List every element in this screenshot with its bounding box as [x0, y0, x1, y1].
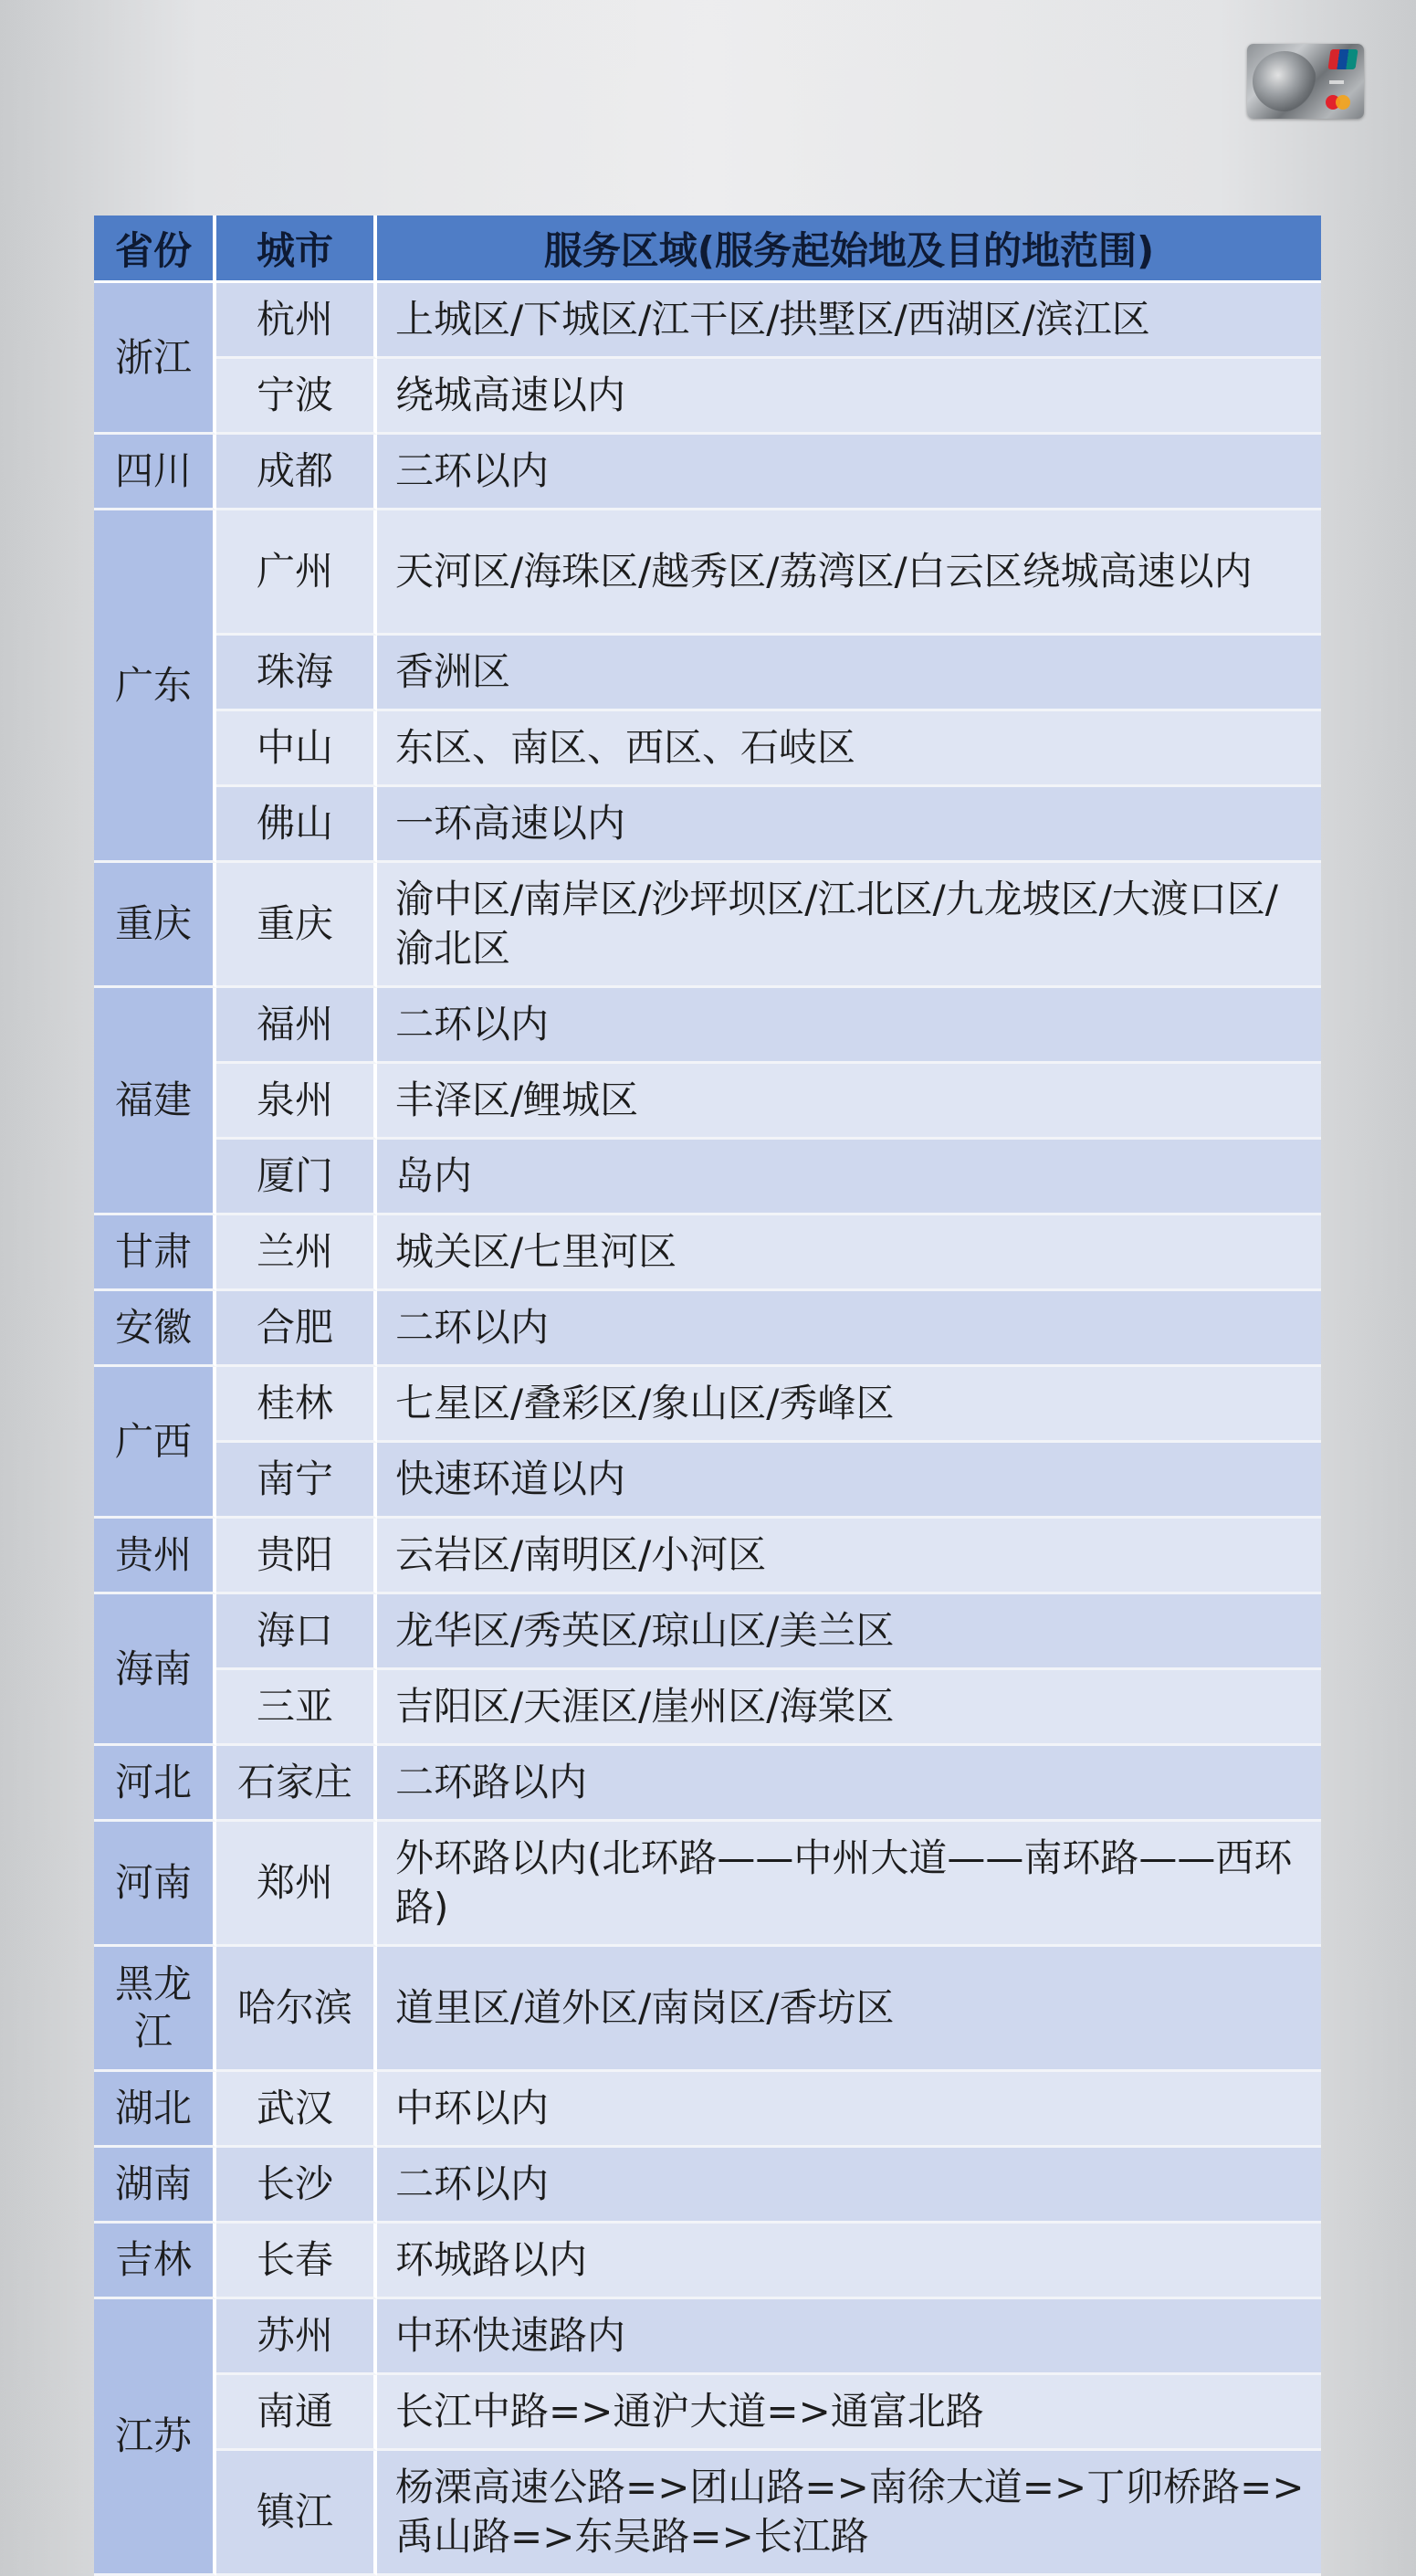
- service-area-cell: 天河区/海珠区/越秀区/荔湾区/白云区绕城高速以内: [377, 510, 1321, 636]
- city-cell: 长春: [216, 2224, 377, 2299]
- city-cell: 三亚: [216, 1670, 377, 1746]
- province-cell: 河北: [94, 1746, 216, 1822]
- province-cell: 湖北: [94, 2072, 216, 2148]
- service-area-cell: 吉阳区/天涯区/崖州区/海棠区: [377, 1670, 1321, 1746]
- table-row: [94, 1215, 1321, 1291]
- city-cell: 泉州: [216, 1064, 377, 1140]
- service-area-cell: 岛内: [377, 1140, 1321, 1215]
- province-cell: 安徽: [94, 1291, 216, 1367]
- province-cell: 江苏: [94, 2299, 216, 2576]
- table-row: [94, 1670, 1321, 1746]
- service-area-table: [94, 216, 1321, 2576]
- city-cell: 镇江: [216, 2451, 377, 2576]
- unionpay-logo-icon: [1327, 49, 1358, 69]
- table-row: [94, 2451, 1321, 2576]
- province-cell: 广东: [94, 510, 216, 863]
- service-area-cell: 七星区/叠彩区/象山区/秀峰区: [377, 1367, 1321, 1443]
- service-area-cell: 道里区/道外区/南岗区/香坊区: [377, 1947, 1321, 2072]
- table-row: [94, 988, 1321, 1064]
- city-cell: 宁波: [216, 359, 377, 435]
- city-cell: 广州: [216, 510, 377, 636]
- city-cell: 武汉: [216, 2072, 377, 2148]
- header-service-area: 服务区域(服务起始地及目的地范围): [377, 216, 1321, 283]
- service-area-cell: 二环以内: [377, 2148, 1321, 2224]
- city-cell: 中山: [216, 711, 377, 787]
- service-area-cell: 中环快速路内: [377, 2299, 1321, 2375]
- city-cell: 兰州: [216, 1215, 377, 1291]
- table-row: [94, 1519, 1321, 1594]
- city-cell: 哈尔滨: [216, 1947, 377, 2072]
- city-cell: 福州: [216, 988, 377, 1064]
- service-area-cell: 快速环道以内: [377, 1443, 1321, 1519]
- city-cell: 石家庄: [216, 1746, 377, 1822]
- province-cell: 福建: [94, 988, 216, 1215]
- table-row: [94, 711, 1321, 787]
- service-area-cell: 二环路以内: [377, 1746, 1321, 1822]
- city-cell: 桂林: [216, 1367, 377, 1443]
- city-cell: 郑州: [216, 1822, 377, 1947]
- city-cell: 杭州: [216, 283, 377, 359]
- service-area-cell: 龙华区/秀英区/琼山区/美兰区: [377, 1594, 1321, 1670]
- table-header-row: [94, 216, 1321, 283]
- table-row: [94, 2375, 1321, 2451]
- city-cell: 成都: [216, 435, 377, 510]
- city-cell: 南宁: [216, 1443, 377, 1519]
- province-cell: 海南: [94, 1594, 216, 1746]
- province-cell: 四川: [94, 435, 216, 510]
- table-row: [94, 359, 1321, 435]
- table-row: [94, 435, 1321, 510]
- city-cell: 重庆: [216, 863, 377, 988]
- service-area-cell: 一环高速以内: [377, 787, 1321, 863]
- city-cell: 长沙: [216, 2148, 377, 2224]
- city-cell: 合肥: [216, 1291, 377, 1367]
- service-area-cell: 环城路以内: [377, 2224, 1321, 2299]
- mastercard-logo-icon-overlap: [1336, 95, 1350, 110]
- table-row: [94, 1064, 1321, 1140]
- dragon-emblem-icon: [1253, 51, 1316, 111]
- service-area-cell: 香洲区: [377, 636, 1321, 711]
- table-row: [94, 2148, 1321, 2224]
- service-area-cell: 城关区/七里河区: [377, 1215, 1321, 1291]
- table-row: [94, 1594, 1321, 1670]
- province-cell: 浙江: [94, 283, 216, 435]
- card-number-mark: [1329, 80, 1344, 84]
- province-cell: 吉林: [94, 2224, 216, 2299]
- table-row: [94, 510, 1321, 636]
- province-cell: 河南: [94, 1822, 216, 1947]
- province-cell: 广西: [94, 1367, 216, 1519]
- service-area-cell: 三环以内: [377, 435, 1321, 510]
- service-area-cell: 云岩区/南明区/小河区: [377, 1519, 1321, 1594]
- service-area-cell: 长江中路=>通沪大道=>通富北路: [377, 2375, 1321, 2451]
- table-row: [94, 2072, 1321, 2148]
- province-cell: 黑龙 江: [94, 1947, 216, 2072]
- service-area-cell: 上城区/下城区/江干区/拱墅区/西湖区/滨江区: [377, 283, 1321, 359]
- city-cell: 贵阳: [216, 1519, 377, 1594]
- table-row: [94, 283, 1321, 359]
- province-cell: 重庆: [94, 863, 216, 988]
- table-row: [94, 863, 1321, 988]
- header-city: 城市: [216, 216, 377, 283]
- table-row: [94, 636, 1321, 711]
- table-row: [94, 1291, 1321, 1367]
- service-area-cell: 丰泽区/鲤城区: [377, 1064, 1321, 1140]
- city-cell: 苏州: [216, 2299, 377, 2375]
- table-row: [94, 2224, 1321, 2299]
- service-area-cell: 杨溧高速公路=>团山路=>南徐大道=>丁卯桥路=>禹山路=>东吴路=>长江路: [377, 2451, 1321, 2576]
- service-area-cell: 二环以内: [377, 1291, 1321, 1367]
- table-row: [94, 1947, 1321, 2072]
- city-cell: 厦门: [216, 1140, 377, 1215]
- table-row: [94, 1367, 1321, 1443]
- service-area-cell: 二环以内: [377, 988, 1321, 1064]
- service-area-cell: 渝中区/南岸区/沙坪坝区/江北区/九龙坡区/大渡口区/渝北区: [377, 863, 1321, 988]
- table-row: [94, 2299, 1321, 2375]
- city-cell: 珠海: [216, 636, 377, 711]
- province-cell: 湖南: [94, 2148, 216, 2224]
- city-cell: 佛山: [216, 787, 377, 863]
- bank-card-logo: [1247, 44, 1364, 119]
- service-area-cell: 东区、南区、西区、石岐区: [377, 711, 1321, 787]
- table-row: [94, 1822, 1321, 1947]
- table-row: [94, 787, 1321, 863]
- table-row: [94, 1746, 1321, 1822]
- service-area-cell: 绕城高速以内: [377, 359, 1321, 435]
- table-row: [94, 1140, 1321, 1215]
- city-cell: 海口: [216, 1594, 377, 1670]
- service-area-cell: 外环路以内(北环路——中州大道——南环路——西环路): [377, 1822, 1321, 1947]
- province-cell: 甘肃: [94, 1215, 216, 1291]
- service-area-cell: 中环以内: [377, 2072, 1321, 2148]
- province-cell: 贵州: [94, 1519, 216, 1594]
- header-province: 省份: [94, 216, 216, 283]
- city-cell: 南通: [216, 2375, 377, 2451]
- table-row: [94, 1443, 1321, 1519]
